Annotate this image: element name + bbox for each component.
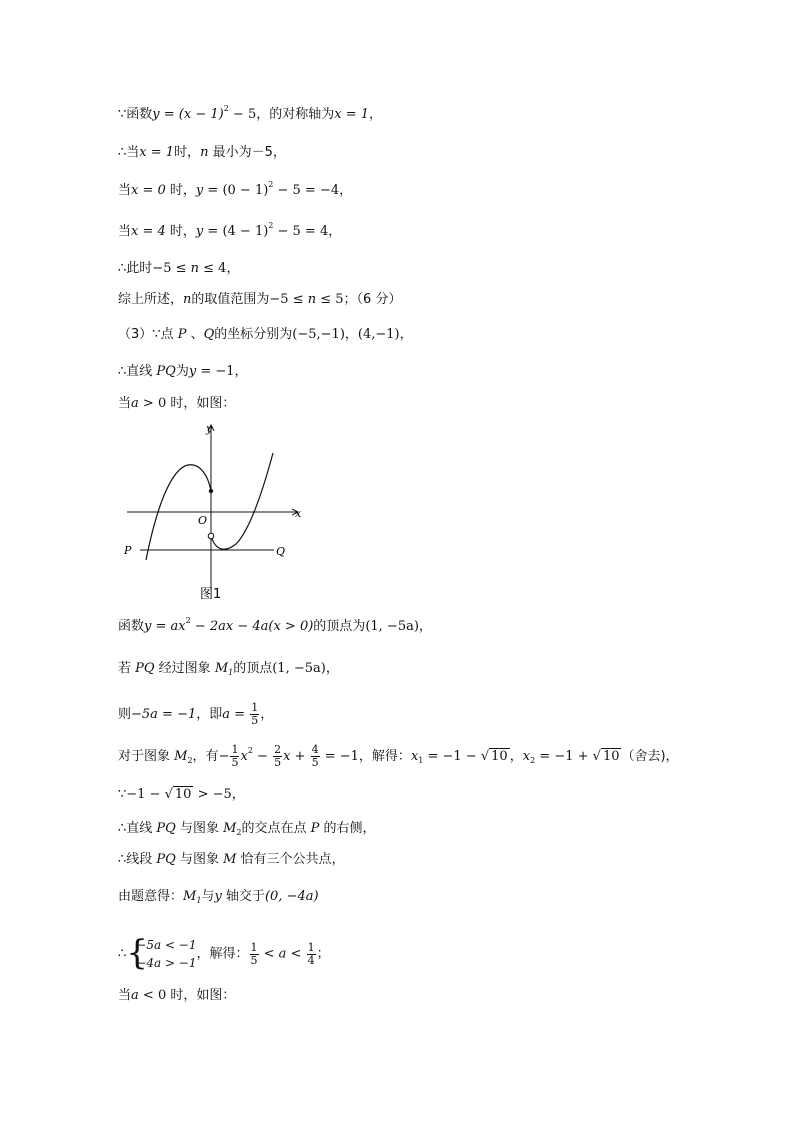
line-9: 当a > 0 时，如图： xyxy=(118,396,236,411)
line-3: 当x = 0 时，$y = (0 - 1)^2 - 5 = -4$， xyxy=(118,180,353,198)
line-5: ∴此时−5 ≤ n ≤ 4， xyxy=(118,261,240,276)
line-17: 由题意得：$M_1$与y 轴交于(0, −4a) xyxy=(118,889,319,905)
line-2: ∴当x = 1时，n 最小为－5， xyxy=(118,145,286,160)
label-y: y xyxy=(206,422,213,435)
line-11: 若 PQ 经过图象 $M_1$的顶点(1, −5a)， xyxy=(118,661,339,677)
label-q: Q xyxy=(276,545,286,558)
line-8: ∴直线 PQ为y = −1， xyxy=(118,364,248,379)
because-symbol: ∵ xyxy=(152,327,161,342)
line-6: 综上所述，n的取值范围为−5 ≤ n ≤ 5；（6 分） xyxy=(118,292,402,307)
label-x: x xyxy=(295,507,302,520)
line-15: ∴直线 PQ 与图象 $M_2$的交点在点 P 的右侧， xyxy=(118,821,376,837)
therefore-symbol: ∴ xyxy=(118,261,127,276)
therefore-symbol: ∴ xyxy=(118,852,127,867)
fraction-1-5: $\frac{1}{5}$ xyxy=(251,701,259,727)
line-16: ∴线段 PQ 与图象 M 恰有三个公共点， xyxy=(118,852,345,867)
figure-1-graph xyxy=(118,420,308,605)
because-symbol: ∵ xyxy=(118,787,127,802)
line-19: 当a < 0 时，如图： xyxy=(118,988,236,1003)
therefore-symbol: ∴ xyxy=(118,946,127,962)
label-origin: O xyxy=(198,514,208,527)
therefore-symbol: ∴ xyxy=(118,821,127,836)
line-18: ∴ { −5a < −1 −4a > −1 ，解得： $\frac{1}{5}$ < a < $\frac{1}{4}$ ； xyxy=(118,933,330,973)
line-13: 对于图象 $M_2$，有− $\frac{1}{5}$ $x^2$ − $\frac{2}{5}$ x + $\frac{4}{5}$ = −1，解得：$x_1 = -1$ − √ 10 ，$x_2 = -1$ + √ 10 （舍去)， xyxy=(118,743,679,769)
curve-m1 xyxy=(211,453,273,549)
line-4: 当x = 4 时，$y = (4 - 1)^2 - 5 = 4$， xyxy=(118,221,342,239)
therefore-symbol: ∴ xyxy=(118,145,127,160)
line-12: 则−5a = −1，即a = $\frac{1}{5}$ ， xyxy=(118,701,274,727)
line-7: （3）∵点 P 、Q的坐标分别为(−5,−1)，(4,−1)， xyxy=(118,327,413,342)
because-symbol: ∵ xyxy=(118,107,127,122)
line-14: ∵−1 − √ 10 > −5， xyxy=(118,787,245,802)
therefore-symbol: ∴ xyxy=(118,364,127,379)
inequality-system: { −5a < −1 −4a > −1 xyxy=(126,933,197,973)
solid-point xyxy=(209,489,213,493)
open-point xyxy=(208,533,214,539)
line-1: ∵函数$y = (x - 1)^2 - 5$，的对称轴为x = 1， xyxy=(118,104,383,122)
label-p: P xyxy=(124,544,132,557)
line-10: 函数$y = ax^2 - 2ax - 4a(x > 0)$的顶点为(1, −5a)， xyxy=(118,616,432,634)
figure-caption: 图1 xyxy=(200,587,222,602)
